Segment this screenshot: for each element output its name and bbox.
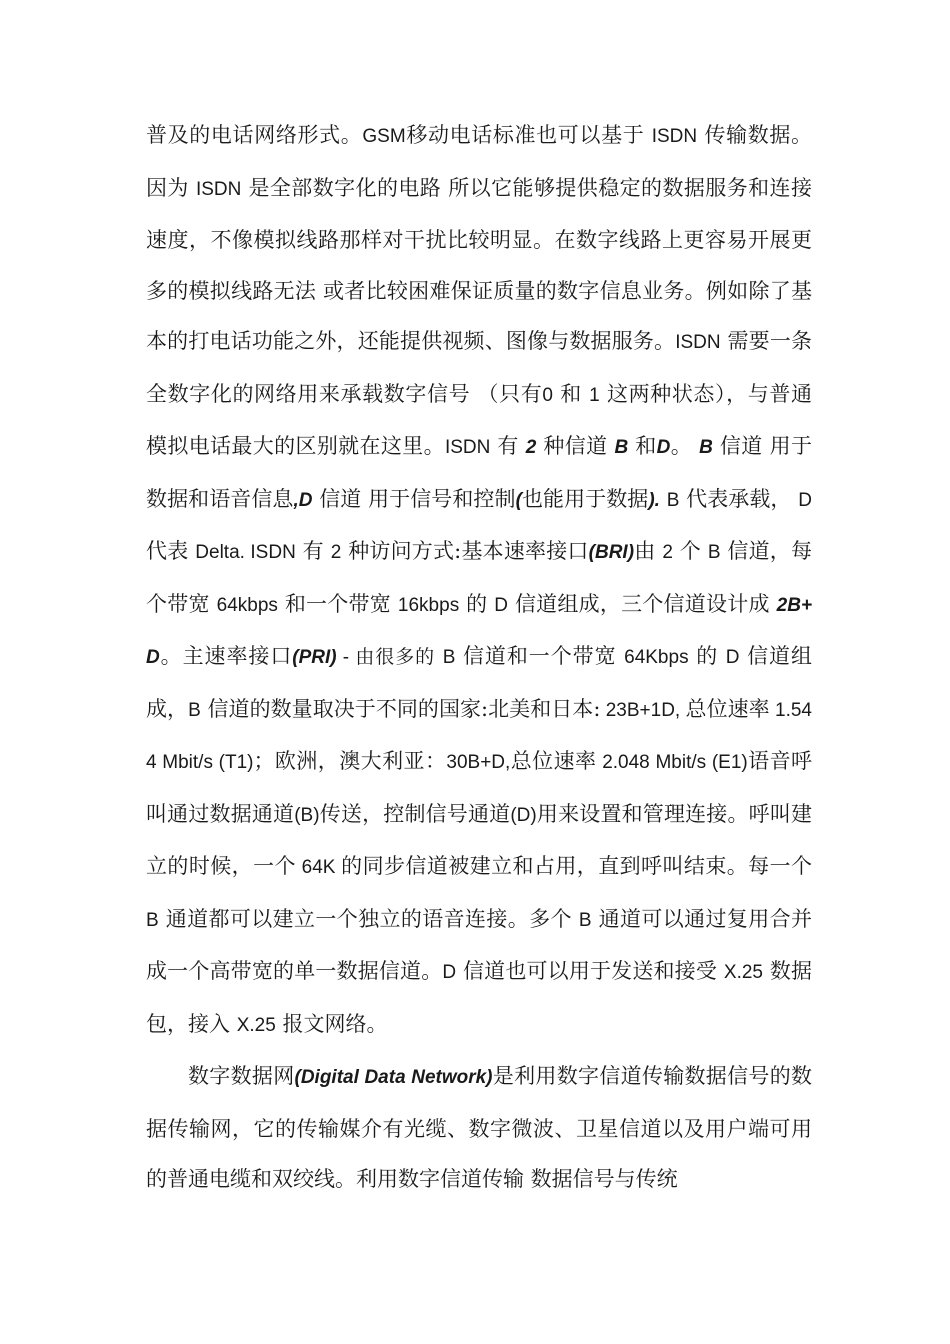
body-text [146,110,812,1205]
paragraph-isdn: 普及的电话网络形式。GSM移动电话标准也可以基于 ISDN 传输数据。因为 ISDN 是全部数字化的电路 所以它能够提供稳定的数据服务和连接速度，不像模拟线路那样对干扰比较明显。在数字线路上更容易开展更多的模拟线路无法 或者比较困难保证质量的数字信息业务。例如除了基本的打电话功能之外，还能提供视频、图像与数据服务。ISDN 需要一条全数字化的网络用来承载数字信号 （只有0 和 1 这两种状态），与普通模拟电话最大的区别就在这里。ISDN 有 2 种信道 B 和D。 B 信道 用于数据和语音信息,D 信道 用于信号和控制(也能用于数据). B 代表承载， D 代表 Delta. ISDN 有 2 种访问方式:基本速率接口(BRI)由 2 个 B 信道，每个带宽 64kbps 和一个带宽 16kbps 的 D 信道组成，三个信道设计成 2B+D。主速率接口(PRI) - 由很多的 B 信道和一个带宽 64Kbps 的 D 信道组成，B 信道的数量取决于不同的国家:北美和日本: 23B+1D, 总位速率 1.544 Mbit/s (T1)；欧洲，澳大利亚：30B+D,总位速率 2.048 Mbit/s (E1)语音呼叫通过数据通道(B)传送，控制信号通道(D)用来设置和管理连接。呼叫建立的时候，一个 64K 的同步信道被建立和占用，直到呼叫结束。每一个 B 通道都可以建立一个独立的语音连接。多个 B 通道可以通过复用合并成一个高带宽的单一数据信道。D 信道也可以用于发送和接受 X.25 数据包，接入 X.25 报文网络。 [146,123,813,1036]
paragraph-ddn: 数字数据网(Digital Data Network)是利用数字信道传输数据信号的数据传输网，它的传输媒介有光缆、数字微波、卫星信道以及用户端可用的普通电缆和双绞线。利用数字信道传输 数据信号与传统 [146,1064,812,1191]
